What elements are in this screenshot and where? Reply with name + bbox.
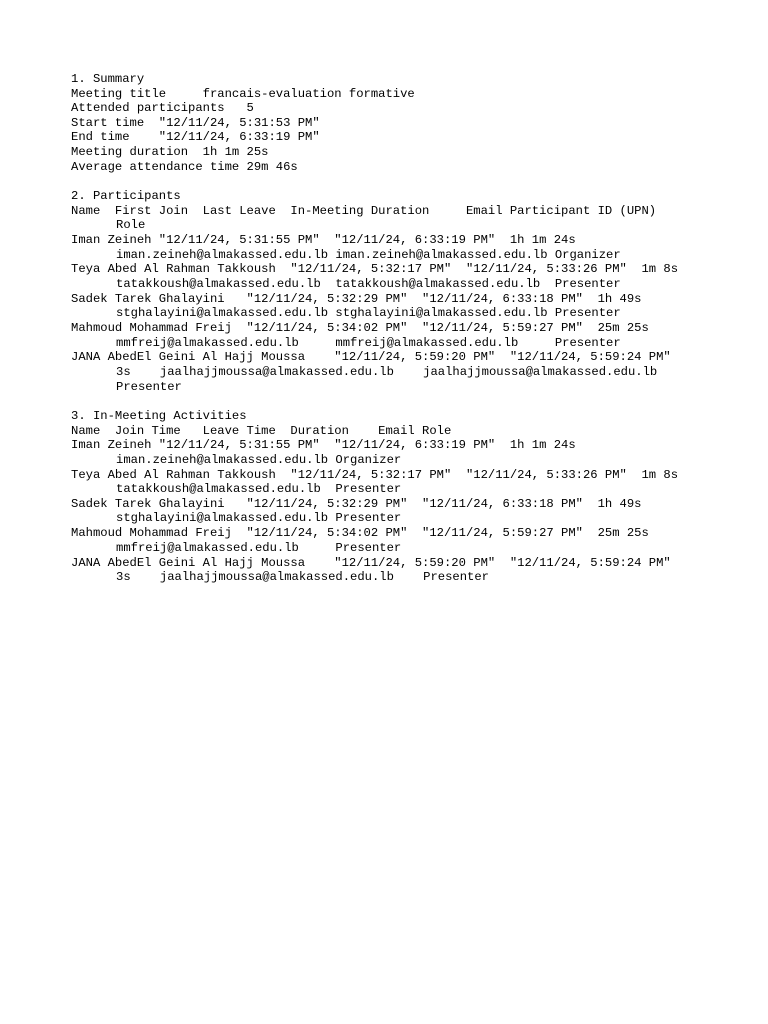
activity-row-1-email: iman.zeineh@almakassed.edu.lb Organizer [116,453,402,467]
participant-row-3: Sadek Tarek Ghalayini "12/11/24, 5:32:29 PM" "12/11/24, 6:33:18 PM" 1h 49s [71,292,642,306]
participants-header: Name First Join Last Leave In-Meeting Duration Email Participant ID (UPN) [71,204,657,218]
activity-row-4-email: mmfreij@almakassed.edu.lb Presenter [116,541,402,555]
activity-row-4: Mahmoud Mohammad Freij "12/11/24, 5:34:02 PM" "12/11/24, 5:59:27 PM" 25m 25s [71,526,649,540]
summary-heading: 1. Summary [71,72,145,86]
participant-row-2-email: tatakkoush@almakassed.edu.lb tatakkoush@almakassed.edu.lb Presenter [116,277,621,291]
activity-row-3-email: stghalayini@almakassed.edu.lb Presenter [116,511,402,525]
participant-row-1-email: iman.zeineh@almakassed.edu.lb iman.zeineh@almakassed.edu.lb Organizer [116,248,621,262]
participant-row-1: Iman Zeineh "12/11/24, 5:31:55 PM" "12/11/24, 6:33:19 PM" 1h 1m 24s [71,233,576,247]
participant-row-5: JANA AbedEl Geini Al Hajj Moussa "12/11/24, 5:59:20 PM" "12/11/24, 5:59:24 PM" [71,350,671,364]
participant-row-4-email: mmfreij@almakassed.edu.lb mmfreij@almakassed.edu.lb Presenter [116,336,621,350]
activities-header: Name Join Time Leave Time Duration Email Role [71,424,452,438]
activity-row-1: Iman Zeineh "12/11/24, 5:31:55 PM" "12/11/24, 6:33:19 PM" 1h 1m 24s [71,438,576,452]
activity-row-2-email: tatakkoush@almakassed.edu.lb Presenter [116,482,402,496]
participants-header-role: Role [116,218,146,232]
participant-row-5-role: Presenter [116,380,182,394]
summary-meeting-title: Meeting title francais-evaluation formative [71,87,415,101]
participant-row-5-email: 3s jaalhajjmoussa@almakassed.edu.lb jaalhajjmoussa@almakassed.edu.lb [116,365,658,379]
participant-row-4: Mahmoud Mohammad Freij "12/11/24, 5:34:02 PM" "12/11/24, 5:59:27 PM" 25m 25s [71,321,649,335]
activity-row-2: Teya Abed Al Rahman Takkoush "12/11/24, 5:32:17 PM" "12/11/24, 5:33:26 PM" 1m 8s [71,468,679,482]
summary-attended: Attended participants 5 [71,101,254,115]
summary-end-time: End time "12/11/24, 6:33:19 PM" [71,130,320,144]
activity-row-5-email: 3s jaalhajjmoussa@almakassed.edu.lb Presenter [116,570,489,584]
participants-heading: 2. Participants [71,189,181,203]
summary-duration: Meeting duration 1h 1m 25s [71,145,269,159]
participant-row-3-email: stghalayini@almakassed.edu.lb stghalayini@almakassed.edu.lb Presenter [116,306,621,320]
participant-row-2: Teya Abed Al Rahman Takkoush "12/11/24, 5:32:17 PM" "12/11/24, 5:33:26 PM" 1m 8s [71,262,679,276]
activity-row-5: JANA AbedEl Geini Al Hajj Moussa "12/11/24, 5:59:20 PM" "12/11/24, 5:59:24 PM" [71,556,671,570]
activities-heading: 3. In-Meeting Activities [71,409,247,423]
activity-row-3: Sadek Tarek Ghalayini "12/11/24, 5:32:29 PM" "12/11/24, 6:33:18 PM" 1h 49s [71,497,642,511]
summary-start-time: Start time "12/11/24, 5:31:53 PM" [71,116,320,130]
summary-average: Average attendance time 29m 46s [71,160,298,174]
